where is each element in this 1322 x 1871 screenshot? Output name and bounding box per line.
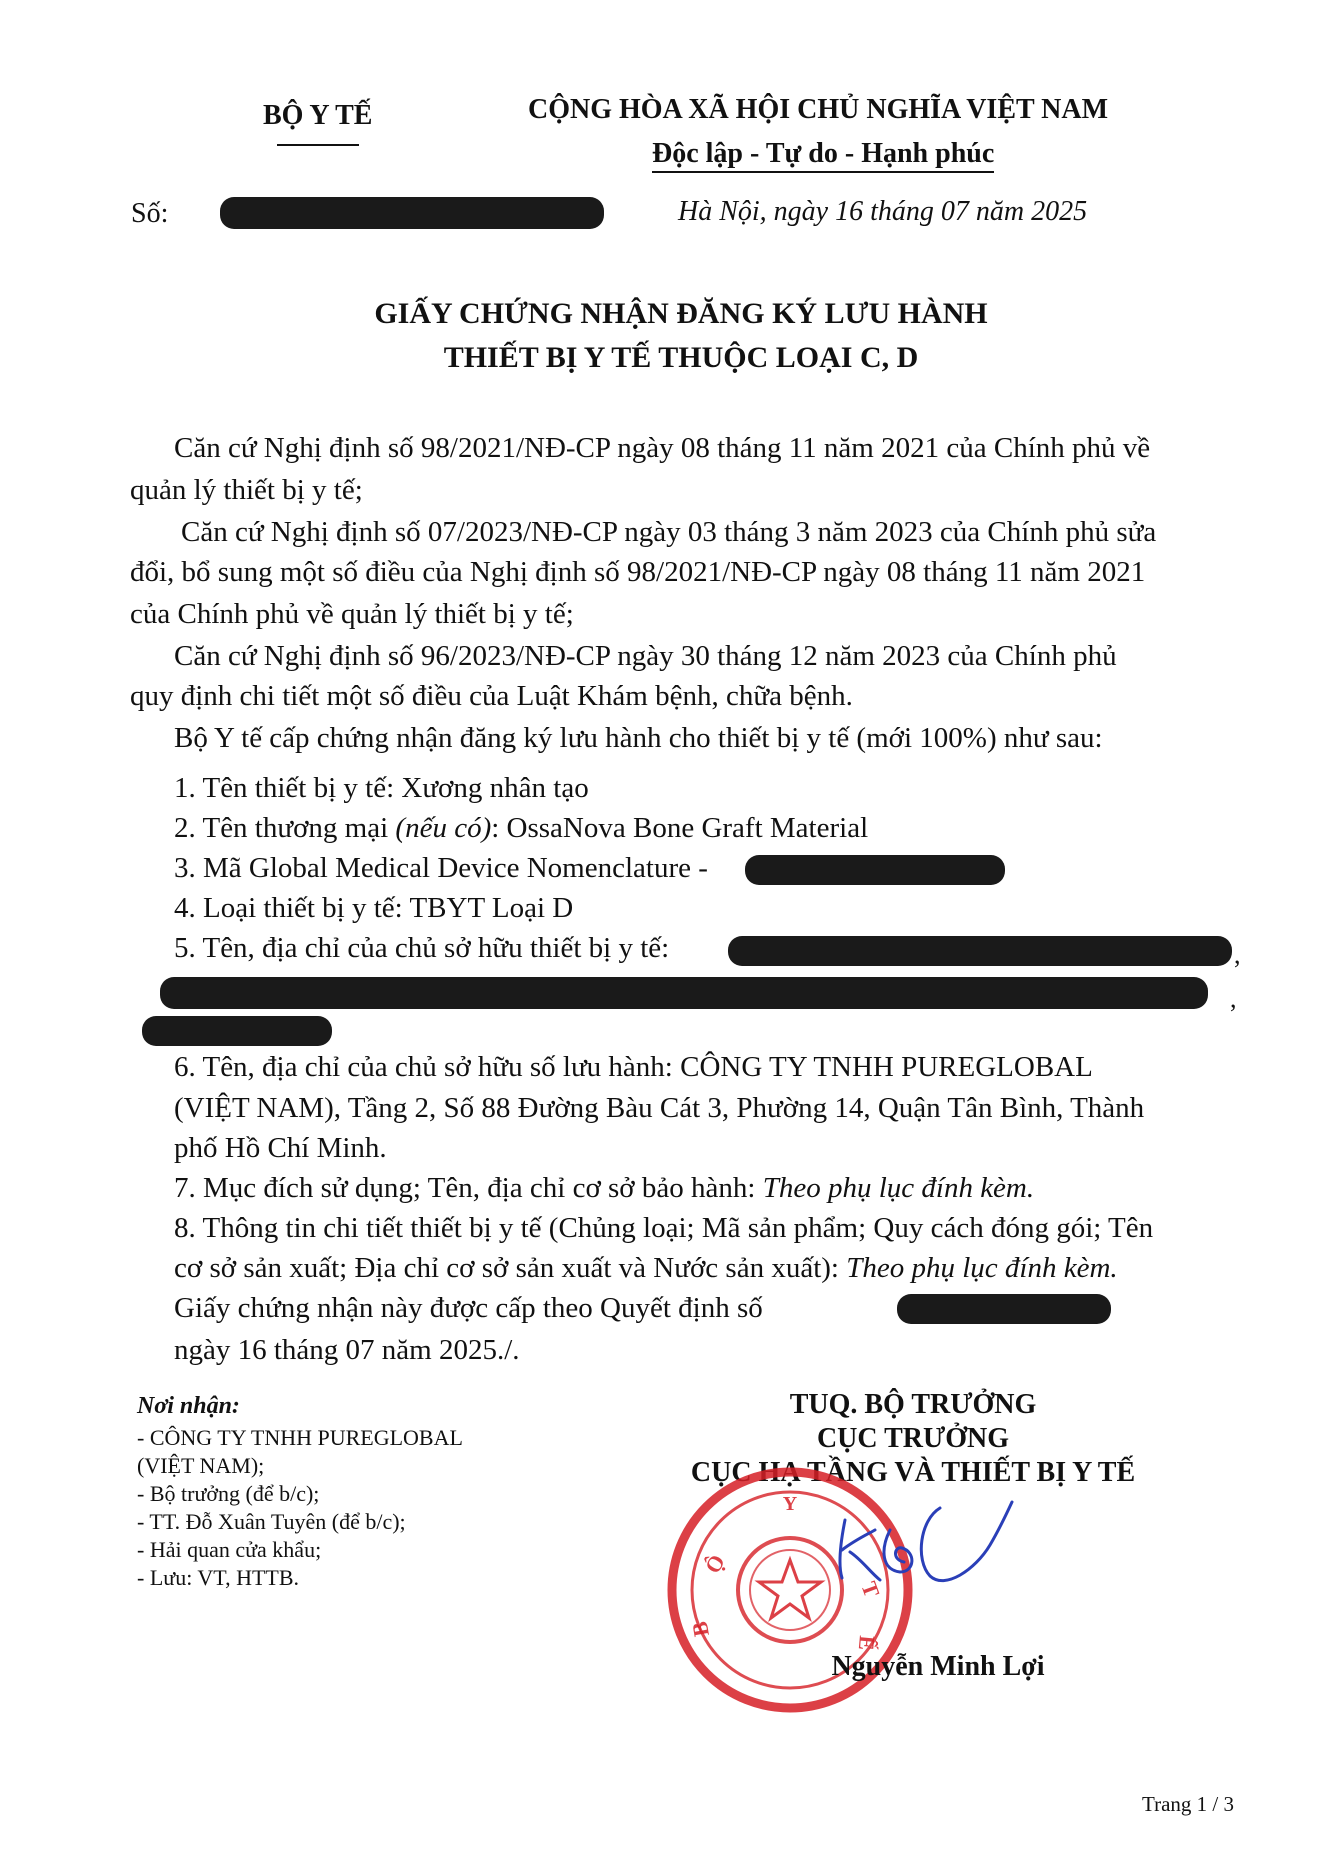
legal-basis-3b: quy định chi tiết một số điều của Luật Khám bệnh, chữa bệnh.	[130, 680, 853, 712]
document-title-line2: THIẾT BỊ Y TẾ THUỘC LOẠI C, D	[443, 341, 919, 374]
svg-text:T: T	[856, 1578, 885, 1601]
item-purpose-italic: Theo phụ lục đính kèm.	[762, 1172, 1035, 1204]
legal-basis-1b: quản lý thiết bị y tế;	[130, 474, 363, 506]
item-trade-name	[174, 808, 1284, 848]
document-title-line1: GIẤY CHỨNG NHẬN ĐĂNG KÝ LƯU HÀNH	[374, 297, 988, 330]
item-details-1: 8. Thông tin chi tiết thiết bị y tế (Chủng loại; Mã sản phẩm; Quy cách đóng gói; Tên	[174, 1212, 1154, 1244]
handwritten-signature-icon	[820, 1490, 1020, 1600]
owner-comma-1: ,	[1234, 940, 1241, 969]
svg-text:Ộ: Ộ	[699, 1550, 730, 1578]
svg-text:B: B	[686, 1619, 714, 1639]
item-owner: 5. Tên, địa chỉ của chủ sở hữu thiết bị y tế:	[174, 932, 670, 964]
legal-basis-2c: của Chính phủ về quản lý thiết bị y tế;	[130, 598, 574, 630]
item-details-2-pre: cơ sở sản xuất; Địa chỉ cơ sở sản xuất và Nước sản xuất):	[174, 1252, 847, 1284]
redacted-owner-address	[160, 977, 1208, 1009]
redacted-gmdn-code	[745, 855, 1005, 885]
item-holder-3: phố Hồ Chí Minh.	[174, 1132, 387, 1164]
item-details-2-italic: Theo phụ lục đính kèm.	[846, 1252, 1118, 1284]
item-gmdn: 3. Mã Global Medical Device Nomenclature -	[174, 852, 708, 884]
svg-text:Ế: Ế	[853, 1634, 880, 1652]
recipient-item: (VIỆT NAM);	[137, 1453, 265, 1478]
nation-name: CỘNG HÒA XÃ HỘI CHỦ NGHĨA VIỆT NAM	[528, 94, 1109, 125]
signature-title-1: TUQ. BỘ TRƯỞNG	[789, 1389, 1037, 1420]
recipient-item: - Hải quan cửa khẩu;	[137, 1537, 322, 1562]
document-number-label: Số:	[131, 198, 169, 229]
signature-title-2: CỤC TRƯỞNG	[816, 1423, 1010, 1454]
legal-basis-3a: Căn cứ Nghị định số 96/2023/NĐ-CP ngày 30 tháng 12 năm 2023 của Chính phủ	[174, 640, 1117, 672]
svg-text:Y: Y	[782, 1493, 798, 1515]
legal-basis-2a: Căn cứ Nghị định số 07/2023/NĐ-CP ngày 03 tháng 3 năm 2023 của Chính phủ sửa	[181, 516, 1157, 548]
owner-comma-2: ,	[1230, 984, 1237, 1013]
legal-basis-1a: Căn cứ Nghị định số 98/2021/NĐ-CP ngày 08 tháng 11 năm 2021 của Chính phủ về	[174, 432, 1151, 464]
grant-statement: Bộ Y tế cấp chứng nhận đăng ký lưu hành cho thiết bị y tế (mới 100%) như sau:	[174, 722, 1103, 754]
item-purpose-pre: 7. Mục đích sử dụng; Tên, địa chỉ cơ sở bảo hành:	[174, 1172, 763, 1204]
redacted-owner-country	[142, 1016, 332, 1046]
legal-basis-2b: đổi, bổ sung một số điều của Nghị định số 98/2021/NĐ-CP ngày 08 tháng 11 năm 2021	[130, 556, 1146, 588]
recipient-item: - Bộ trưởng (để b/c);	[137, 1481, 320, 1506]
ministry-name: BỘ Y TẾ	[263, 100, 373, 131]
redacted-owner-name	[728, 936, 1232, 966]
place-date: Hà Nội, ngày 16 tháng 07 năm 2025	[678, 196, 1088, 227]
item-trade-name-italic: (nếu có)	[395, 812, 492, 844]
item-holder-2: (VIỆT NAM), Tầng 2, Số 88 Đường Bàu Cát 3, Phường 14, Quận Tân Bình, Thành	[174, 1092, 1145, 1124]
redacted-document-number	[220, 197, 604, 229]
page-number: Trang 1 / 3	[1142, 1792, 1234, 1816]
recipient-item: - Lưu: VT, HTTB.	[137, 1565, 300, 1590]
item-details-2	[174, 1248, 1284, 1288]
national-motto: Độc lập - Tự do - Hạnh phúc	[652, 138, 994, 173]
signer-name: Nguyễn Minh Lợi	[831, 1651, 1045, 1682]
recipients-heading: Nơi nhận:	[137, 1393, 240, 1419]
item-purpose	[174, 1168, 1284, 1208]
item-device-class: 4. Loại thiết bị y tế: TBYT Loại D	[174, 892, 574, 924]
decision-statement: Giấy chứng nhận này được cấp theo Quyết định số	[174, 1292, 763, 1324]
recipient-item: - TT. Đỗ Xuân Tuyên (để b/c);	[137, 1509, 406, 1534]
redacted-decision-number	[897, 1294, 1111, 1324]
item-trade-name-pre: 2. Tên thương mại	[174, 812, 396, 844]
item-trade-name-post: : OssaNova Bone Graft Material	[491, 812, 869, 844]
signature-title-3: CỤC HẠ TẦNG VÀ THIẾT BỊ Y TẾ	[690, 1457, 1136, 1488]
item-device-name: 1. Tên thiết bị y tế: Xương nhân tạo	[174, 772, 589, 804]
decision-date: ngày 16 tháng 07 năm 2025./.	[174, 1334, 520, 1366]
ministry-underline	[277, 144, 359, 146]
recipient-item: - CÔNG TY TNHH PUREGLOBAL	[137, 1425, 463, 1450]
item-holder-1: 6. Tên, địa chỉ của chủ sở hữu số lưu hành: CÔNG TY TNHH PUREGLOBAL	[174, 1051, 1093, 1083]
